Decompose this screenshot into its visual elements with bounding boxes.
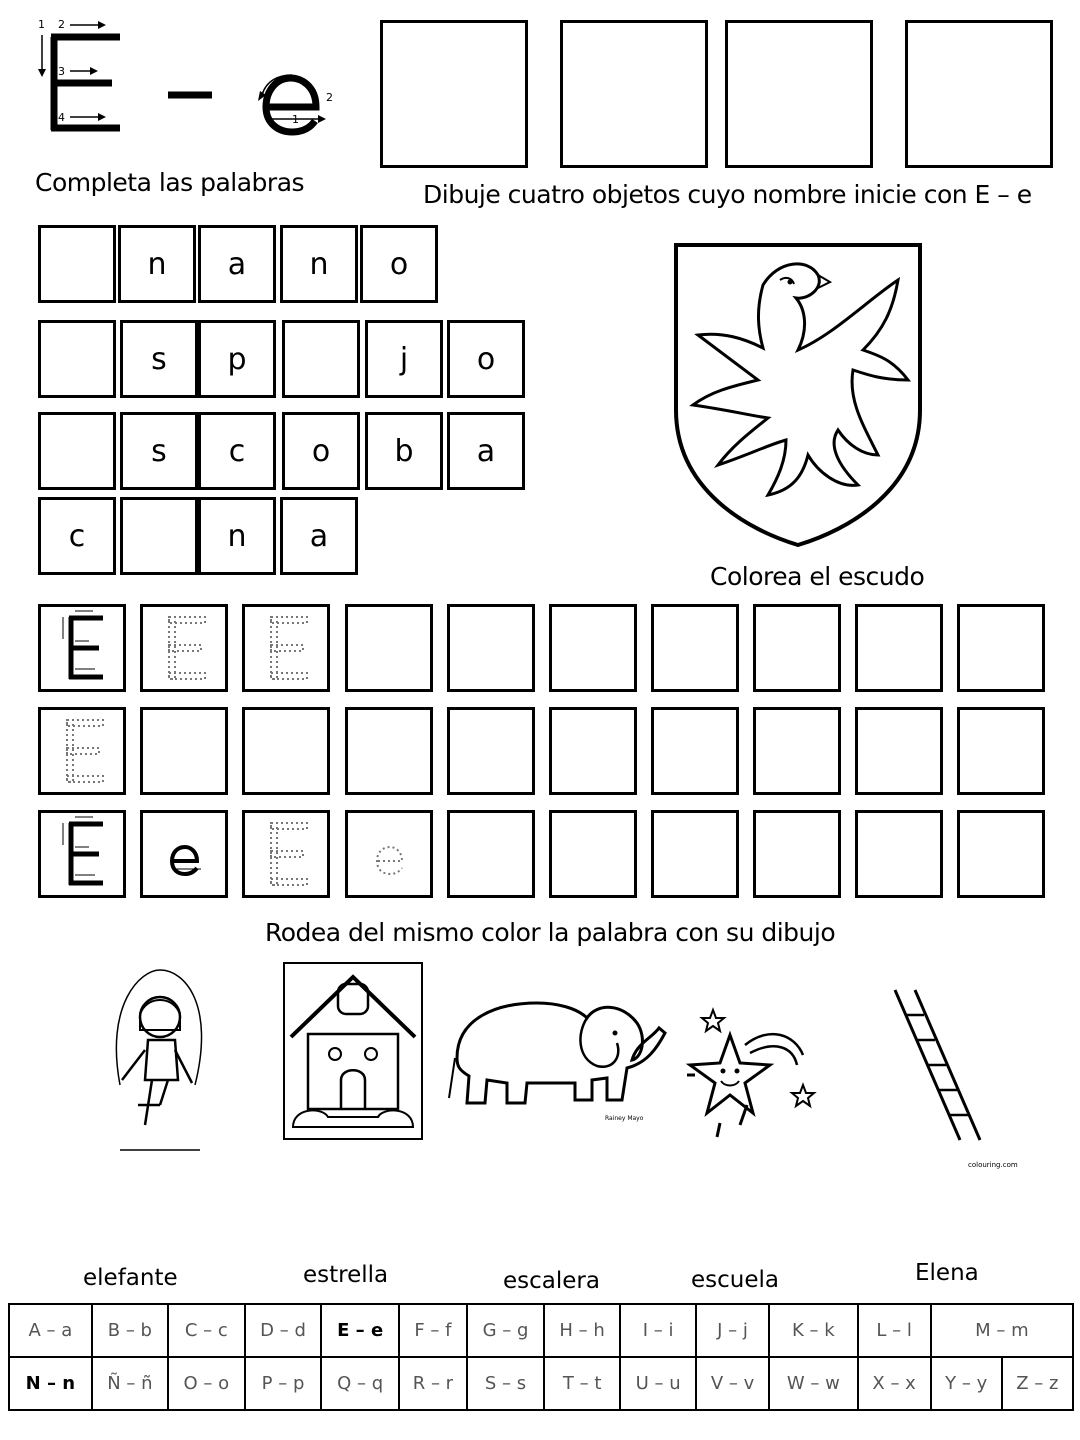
stroke-number-3: 3 [58,65,65,78]
word-letter-box: s [120,412,198,490]
practice-box-empty[interactable] [549,707,637,795]
word-letter-box: a [280,497,358,575]
practice-box-empty[interactable] [447,604,535,692]
practice-box-empty[interactable] [651,810,739,898]
alphabet-cell: H – h [544,1304,620,1357]
lowercase-e-guide-icon [143,813,225,895]
ladder-icon [890,990,1020,1170]
alphabet-cell: C – c [168,1304,245,1357]
practice-box-empty[interactable] [345,604,433,692]
practice-box-empty[interactable] [242,707,330,795]
practice-box-e-dotted[interactable] [242,604,330,692]
lower-stroke-number-1: 1 [292,113,299,126]
alphabet-cell: M – m [931,1304,1073,1357]
header-letter-guide [30,15,350,140]
picture-ladder[interactable] [890,990,1020,1170]
instruction-draw-objects: Dibuje cuatro objetos cuyo nombre inicie con E – e [423,180,1032,209]
match-word-elefante[interactable]: elefante [83,1265,178,1291]
alphabet-table [8,1303,1074,1411]
match-word-escalera[interactable]: escalera [503,1268,600,1294]
practice-box-empty[interactable] [753,707,841,795]
practice-box-empty[interactable] [855,604,943,692]
practice-box-e-dotted[interactable] [140,604,228,692]
school-house-icon [283,962,423,1142]
practice-box-lowercase-e-guide[interactable] [140,810,228,898]
instruction-complete-words: Completa las palabras [35,168,305,197]
drawing-box-1[interactable] [380,20,528,168]
lowercase-e-dotted-icon [348,813,430,895]
alphabet-cell: B – b [92,1304,168,1357]
alphabet-cell: J – j [696,1304,769,1357]
practice-box-empty[interactable] [651,707,739,795]
word-letter-box: a [447,412,525,490]
girl-jump-rope-icon [100,965,220,1160]
ladder-credit: colouring.com [968,1161,1018,1169]
alphabet-cell: Ñ – ñ [92,1357,168,1410]
drawing-box-2[interactable] [560,20,708,168]
word-blank-box[interactable] [120,497,198,575]
word-letter-box: a [198,225,276,303]
word-blank-box[interactable] [38,412,116,490]
practice-box-e-dotted[interactable] [38,707,126,795]
practice-box-empty[interactable] [957,810,1045,898]
alphabet-row-1 [9,1304,1073,1357]
alphabet-cell: Z – z [1002,1357,1073,1410]
uppercase-e-dotted-icon [143,607,225,689]
word-letter-box: n [280,225,358,303]
word-letter-box: j [365,320,443,398]
shooting-star-icon [685,1005,825,1145]
practice-box-empty[interactable] [957,707,1045,795]
match-word-escuela[interactable]: escuela [691,1267,779,1293]
alphabet-cell: G – g [467,1304,544,1357]
uppercase-e-dotted-icon [245,813,327,895]
practice-box-empty[interactable] [549,810,637,898]
match-word-estrella[interactable]: estrella [303,1262,389,1288]
uppercase-e-guide-icon [41,813,123,895]
shield-coloring [668,240,928,550]
word-letter-box: s [120,320,198,398]
instruction-color-shield: Colorea el escudo [710,562,925,591]
practice-box-empty[interactable] [447,810,535,898]
uppercase-e-dotted-icon [41,710,123,792]
elephant-icon [447,988,667,1128]
elephant-credit: Rainey Mayo [605,1115,644,1122]
alphabet-cell: L – l [858,1304,931,1357]
picture-school[interactable] [283,962,423,1142]
alphabet-cell: T – t [544,1357,620,1410]
stroke-number-4: 4 [58,111,65,124]
alphabet-row-2 [9,1357,1073,1410]
lower-stroke-number-2: 2 [326,91,333,104]
word-letter-box: c [198,412,276,490]
alphabet-cell: K – k [769,1304,857,1357]
drawing-box-3[interactable] [725,20,873,168]
uppercase-e-stroke-guide [30,15,350,140]
word-letter-box: n [198,497,276,575]
word-letter-box: n [118,225,196,303]
practice-box-empty[interactable] [855,810,943,898]
alphabet-cell: W – w [769,1357,857,1410]
uppercase-e-dotted-icon [245,607,327,689]
alphabet-cell-highlight: E – e [321,1304,398,1357]
practice-box-lowercase-e-dotted[interactable] [345,810,433,898]
practice-box-empty[interactable] [855,707,943,795]
word-letter-box: o [282,412,360,490]
match-word-elena[interactable]: Elena [915,1260,979,1286]
alphabet-cell: X – x [858,1357,931,1410]
drawing-box-4[interactable] [905,20,1053,168]
practice-box-empty[interactable] [549,604,637,692]
alphabet-cell: R – r [399,1357,467,1410]
practice-box-e-dotted[interactable] [242,810,330,898]
alphabet-cell: A – a [9,1304,92,1357]
picture-girl-jump-rope[interactable] [100,965,220,1160]
word-blank-box[interactable] [282,320,360,398]
word-letter-box: c [38,497,116,575]
stroke-number-2: 2 [58,18,65,31]
alphabet-cell: U – u [620,1357,696,1410]
word-letter-box: o [360,225,438,303]
practice-box-empty[interactable] [447,707,535,795]
uppercase-e-guide-icon [41,607,123,689]
practice-box-e-guide[interactable] [38,604,126,692]
alphabet-cell: Y – y [931,1357,1002,1410]
alphabet-cell: V – v [696,1357,769,1410]
word-letter-box: b [365,412,443,490]
practice-box-empty[interactable] [345,707,433,795]
picture-star[interactable] [685,1005,825,1145]
griffin-shield-icon [668,240,928,550]
practice-box-empty[interactable] [753,810,841,898]
practice-box-empty[interactable] [140,707,228,795]
word-letter-box: p [198,320,276,398]
alphabet-cell: D – d [245,1304,322,1357]
practice-box-e-guide[interactable] [38,810,126,898]
alphabet-cell: F – f [399,1304,467,1357]
picture-elephant[interactable] [447,988,667,1128]
stroke-number-1: 1 [38,18,45,31]
alphabet-cell-highlight: N – n [9,1357,92,1410]
alphabet-cell: Q – q [321,1357,398,1410]
alphabet-cell: P – p [245,1357,322,1410]
instruction-circle-match: Rodea del mismo color la palabra con su dibujo [265,918,836,947]
alphabet-cell: I – i [620,1304,696,1357]
word-blank-box[interactable] [38,225,116,303]
word-blank-box[interactable] [38,320,116,398]
practice-box-empty[interactable] [753,604,841,692]
word-letter-box: o [447,320,525,398]
alphabet-cell: O – o [168,1357,245,1410]
practice-box-empty[interactable] [651,604,739,692]
alphabet-cell: S – s [467,1357,544,1410]
practice-box-empty[interactable] [957,604,1045,692]
